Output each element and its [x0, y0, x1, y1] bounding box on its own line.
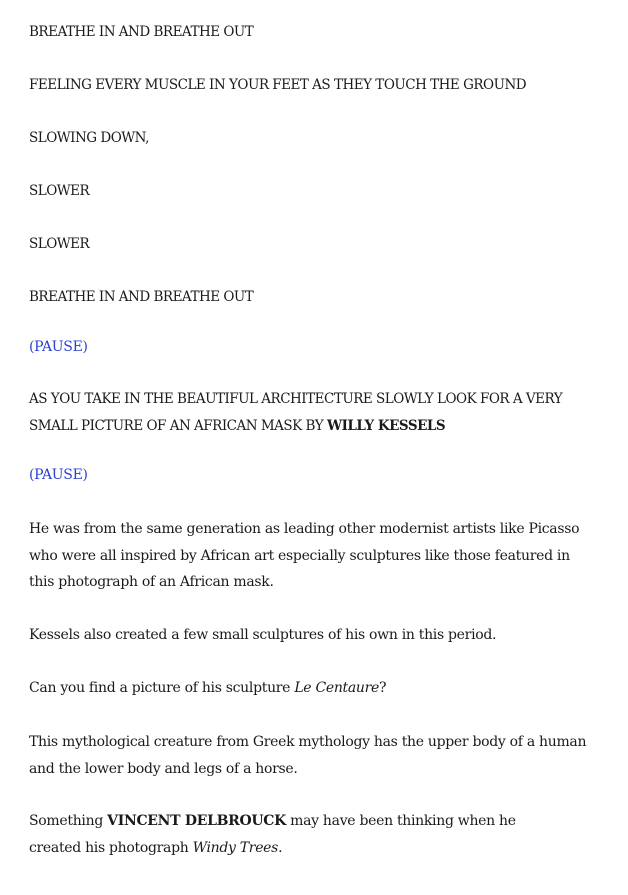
- instruction-line: BREATHE IN AND BREATHE OUT: [29, 24, 254, 40]
- body-paragraph: This mythological creature from Greek mythology has the upper body of a human and the lower body and legs of a horse.: [29, 734, 587, 777]
- instruction-text: AS YOU TAKE IN THE BEAUTIFUL ARCHITECTURE SLOWLY LOOK FOR A VERY SMALL PICTURE OF AN AFRICAN MASK BY: [29, 391, 563, 434]
- pause-marker: (PAUSE): [29, 467, 88, 483]
- body-paragraph: [29, 675, 386, 701]
- body-paragraph: [29, 808, 569, 861]
- artist-name: VINCENT DELBROUCK: [107, 813, 286, 829]
- question-text: Can you find a picture of his sculpture: [29, 680, 295, 696]
- instruction-line: SLOWING DOWN,: [29, 130, 149, 146]
- artwork-title: Le Centaure: [294, 680, 380, 696]
- instruction-line: BREATHE IN AND BREATHE OUT: [29, 289, 254, 305]
- pause-marker: (PAUSE): [29, 339, 88, 355]
- body-text: .: [278, 839, 283, 856]
- artist-name: WILLY KESSELS: [326, 417, 446, 434]
- body-paragraph: Kessels also created a few small sculptures of his own in this period.: [29, 627, 497, 643]
- instruction-line: FEELING EVERY MUSCLE IN YOUR FEET AS THEY TOUCH THE GROUND: [29, 77, 527, 93]
- question-mark: ?: [379, 680, 387, 696]
- instruction-line: SLOWER: [29, 236, 90, 252]
- instruction-paragraph: [29, 386, 604, 439]
- artwork-title: Windy Trees: [192, 839, 279, 856]
- instruction-line: SLOWER: [29, 183, 90, 199]
- body-text: may have been thinking when he created his photograph: [29, 813, 516, 856]
- body-text: Something: [29, 813, 108, 829]
- body-paragraph: He was from the same generation as leading other modernist artists like Picasso who were all inspired by African art especially sculptures like those featured in this photograph of an African mask.: [29, 521, 580, 590]
